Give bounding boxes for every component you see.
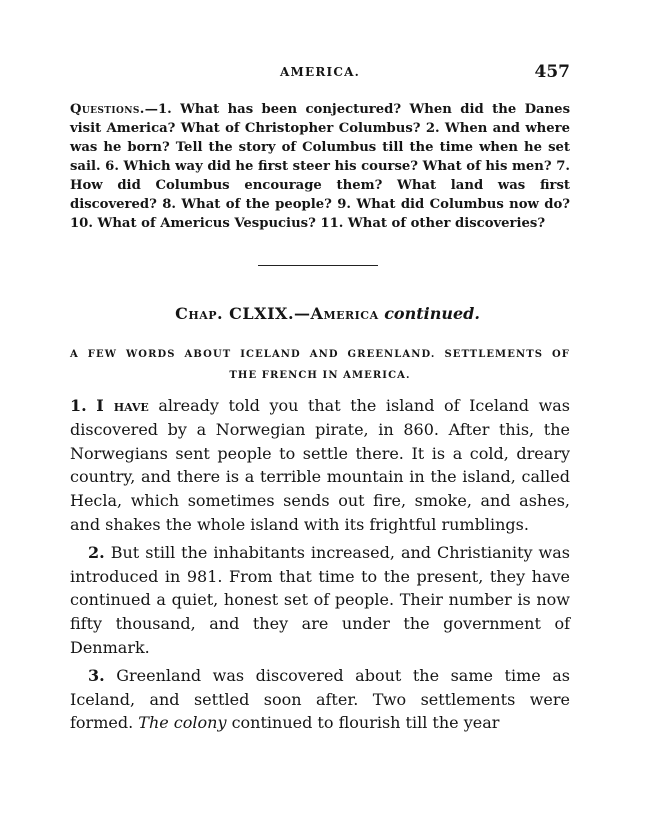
paragraph-1: [70, 394, 570, 537]
chapter-heading: [0, 304, 655, 323]
subtitle-line-1: A FEW WORDS ABOUT ICELAND AND GREENLAND. SETTLEMENTS OF: [70, 349, 570, 360]
chapter-subject: America: [310, 304, 379, 323]
section-divider: [258, 265, 378, 266]
paragraph-italic: The colony: [138, 713, 227, 733]
subtitle-line-2: THE FRENCH IN AMERICA.: [229, 370, 411, 381]
chapter-subtitle: [70, 344, 570, 386]
paragraph-number: 1.: [70, 396, 87, 415]
questions-text: —1. What has been conjectured? When did the Danes visit America? What of Christopher Columbus? 2. When and where was he born? Tell the story of Columbus till the time when he set sail. 6. Which way did he first steer his course? What of his men? 7. How did Columbus encourage them? What land was first discovered? 8. What of the people? 9. What did Columbus now do? 10. What of Americus Vespucius? 11. What of other discoveries?: [70, 102, 570, 231]
chapter-continued: continued.: [384, 304, 480, 323]
review-questions: [70, 100, 570, 233]
paragraph-number: 2.: [88, 542, 105, 562]
chapter-number: Chap. CLXIX.—: [175, 304, 311, 323]
paragraph-tail: continued to flourish till the year: [231, 713, 500, 733]
paragraph-lead: I have: [96, 396, 149, 415]
running-head-title: AMERICA.: [280, 65, 360, 79]
paragraph-text: But still the inhabitants increased, and Christianity was introduced in 981. From that time to the present, they have continued a quiet, honest set of people. Their number is now fifty thousand, and they are under the government of Denmark.: [70, 542, 570, 657]
paragraph-text: already told you that the island of Iceland was discovered by a Norwegian pirate, in 860. After this, the Norwegians sent people to settle there. It is a cold, dreary country, and there is a terrible mountain in the island, called Hecla, which sometimes sends out fire, smoke, and ashes, and shakes the whole island with its frightful rumblings.: [70, 396, 571, 534]
running-head: [70, 62, 570, 84]
paragraph-text: Greenland was discovered about the same time as Iceland, and settled soon after. Two settlements were formed.: [70, 665, 570, 733]
paragraph-number: 3.: [88, 665, 105, 685]
chapter-body: [70, 394, 570, 735]
paragraph-2: [70, 541, 570, 660]
questions-label: Questions.: [70, 102, 145, 117]
paragraph-3: [70, 664, 570, 735]
page-number: 457: [534, 62, 570, 82]
